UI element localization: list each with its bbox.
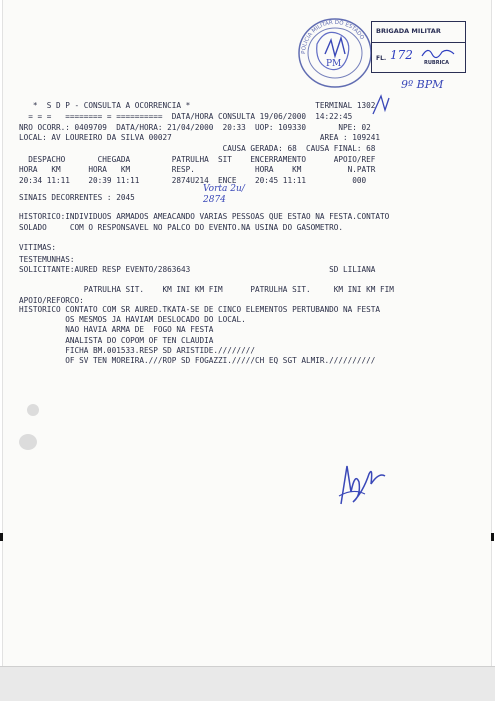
report-line: TESTEMUNHAS: [19,255,75,264]
report-line: NRO OCORR.: 0409709 DATA/HORA: 21/04/2000 20:33 UOP: 109330 NPE: 02 [19,123,371,132]
report-line: 20:34 11:11 20:39 11:11 2874U214 ENCE 20:45 11:11 000 [19,176,367,185]
report-line: APOIO/REFORCO: [19,296,84,305]
report-line: LOCAL: AV LOUREIRO DA SILVA 00027 AREA : 109241 [19,133,381,142]
folio-number: 172 [390,48,413,62]
report-line: VITIMAS: [19,243,57,252]
report-line: ANALISTA DO COPOM OF TEN CLAUDIA [19,336,214,345]
rubrica-label: RUBRICA [424,60,449,66]
seal-stamp [295,14,375,92]
report-line: FICHA BM.001533.RESP SD ARISTIDE.//////// [19,346,256,355]
report-line: NAO HAVIA ARMA DE FOGO NA FESTA [19,325,214,334]
folio-stamp [371,21,466,73]
punch-hole-top [27,404,39,416]
report-line: HISTORICO CONTATO COM SR AURED.TKATA-SE DE CINCO ELEMENTOS PERTUBANDO NA FESTA [19,305,381,314]
punch-hole-bottom [19,434,37,450]
report-line: * S D P - CONSULTA A OCORRENCIA * TERMINAL 1302 [19,101,376,110]
scan-bottom-strip [0,666,495,701]
seal-initials: PM [326,59,342,69]
right-edge-mark [491,533,494,541]
report-line: OF SV TEN MOREIRA.///ROP SD FOGAZZI./////CH EQ SGT ALMIR.////////// [19,356,376,365]
handwritten-patrol-note: Vorta 2u/ 2874 [203,184,245,205]
signature [333,452,393,512]
report-line: DESPACHO CHEGADA PATRULHA SIT ENCERRAMENTO APOIO/REF [19,155,376,164]
report-line: SOLADO COM O RESPONSAVEL NO PALCO DO EVENTO.NA USINA DO GASOMETRO. [19,223,343,232]
left-edge-mark [0,533,3,541]
seal-ring-text: POLICIA MILITAR DO ESTADO [300,19,365,55]
scanned-page [2,0,492,700]
report-line: SOLICITANTE:AURED RESP EVENTO/2863643 SD LILIANA [19,265,376,274]
brigada-label: BRIGADA MILITAR [376,27,441,35]
report-line: HISTORICO:INDIVIDUOS ARMADOS AMEACANDO VARIAS PESSOAS QUE ESTAO NA FESTA.CONTATO [19,212,390,221]
report-line: CAUSA GERADA: 68 CAUSA FINAL: 68 [19,144,376,153]
handwritten-arrow-mark [369,92,393,118]
rubrica-signature [420,44,460,62]
handwritten-unit-note: 9º BPM [401,78,444,91]
report-line: OS MESMOS JA HAVIAM DESLOCADO DO LOCAL. [19,315,246,324]
folio-label: FL. [376,55,387,62]
report-line: PATRULHA SIT. KM INI KM FIM PATRULHA SIT. KM INI KM FIM [19,285,394,294]
report-line: HORA KM HORA KM RESP. HORA KM N.PATR [19,165,376,174]
report-line: SINAIS DECORRENTES : 2045 [19,193,135,202]
report-line: = = = ======== = ========== DATA/HORA CONSULTA 19/06/2000 14:22:45 [19,112,353,121]
